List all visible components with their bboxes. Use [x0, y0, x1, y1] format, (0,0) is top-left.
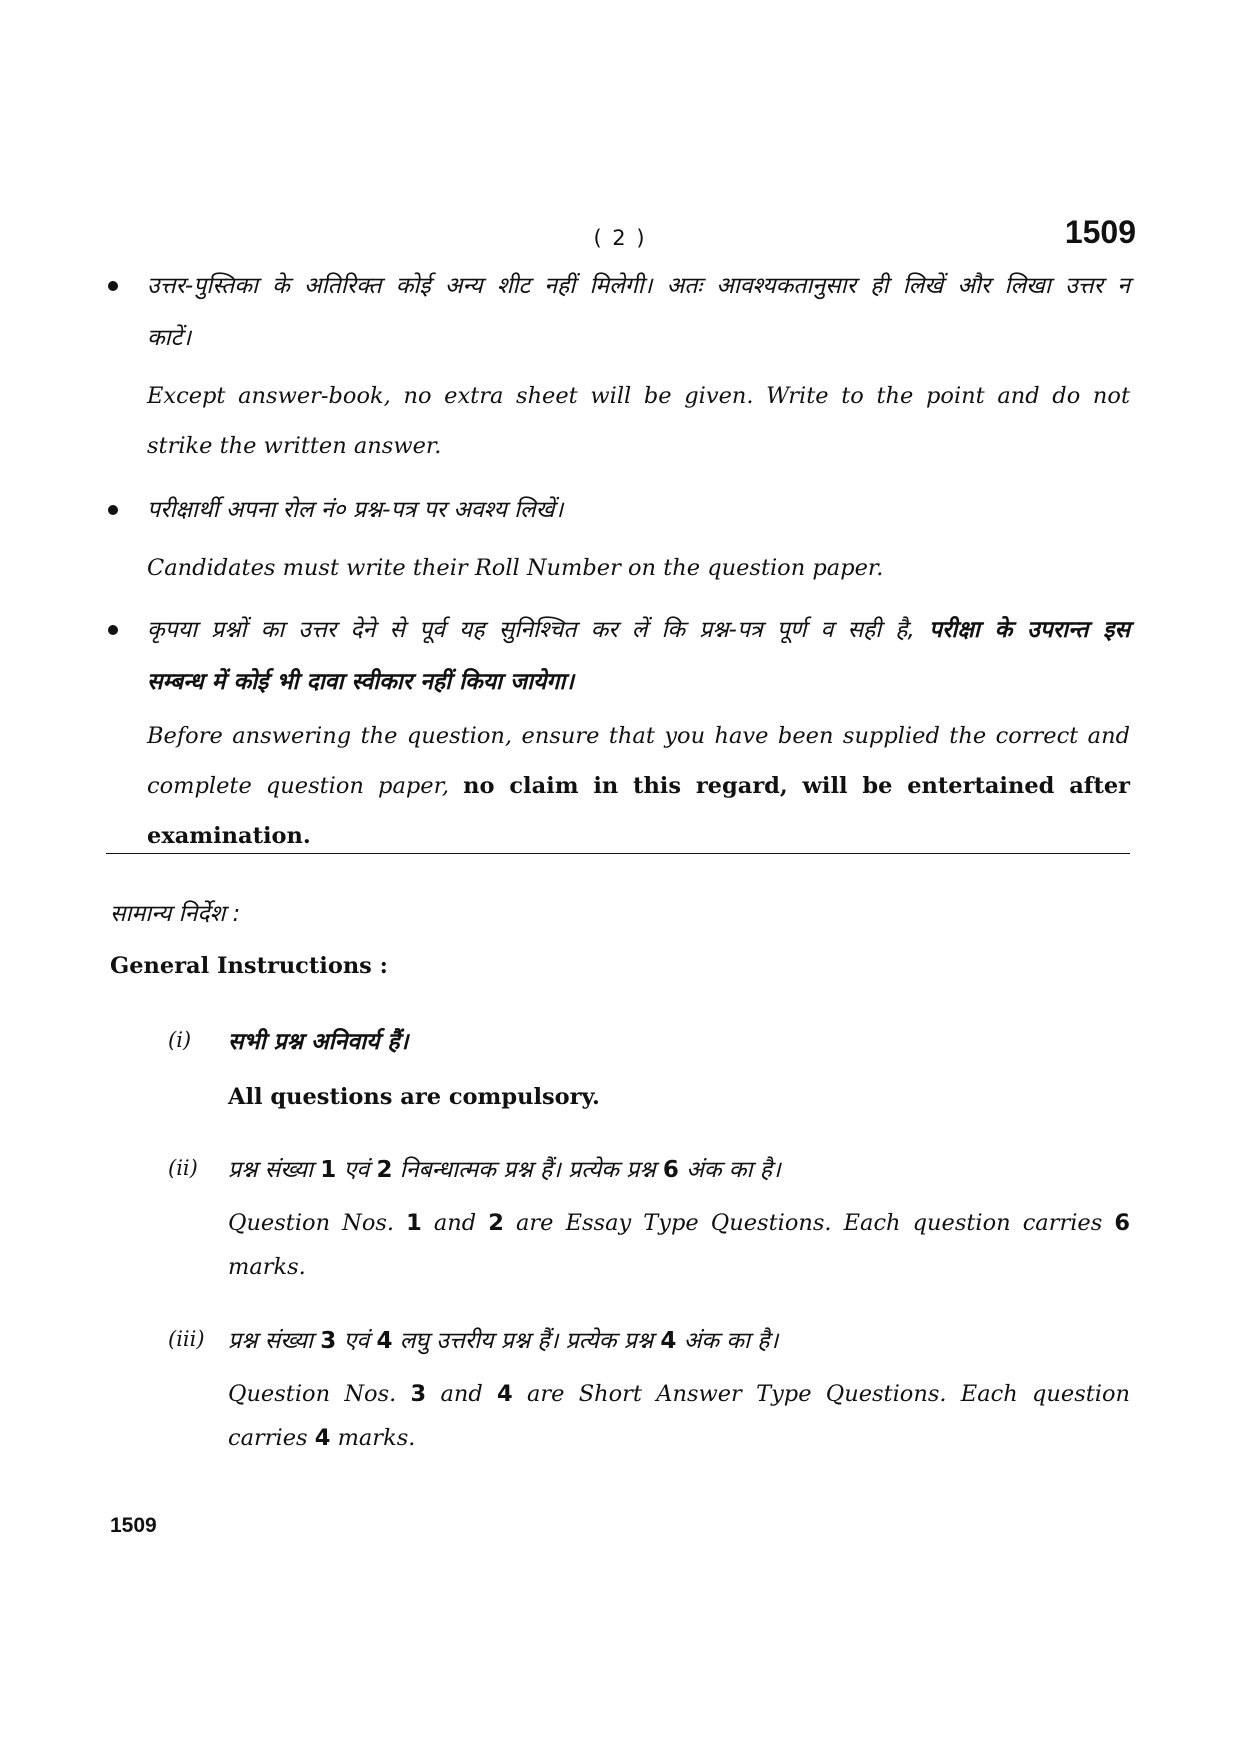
item-english [228, 1425, 415, 1451]
item-hindi: सभी प्रश्न अनिवार्य हैं। [228, 1029, 409, 1055]
item-number: (i) [168, 1028, 192, 1052]
text: अंक का है। [683, 1328, 779, 1354]
note-hindi-bold-text: परीक्षा के उपरान्त इस [928, 617, 1130, 643]
number: 1 [406, 1210, 422, 1236]
text: एवं [343, 1328, 370, 1354]
item-hindi [228, 1323, 778, 1355]
item-hindi [228, 1152, 781, 1184]
paper-code-footer: 1509 [110, 1514, 157, 1537]
text: एवं [343, 1157, 370, 1183]
note-hindi-line: परीक्षार्थी अपना रोल नं० प्रश्न-पत्र पर अवश्य लिखें। [147, 497, 564, 523]
note-hindi-line: काटें। [147, 325, 191, 351]
number: 4 [660, 1328, 677, 1354]
text: are Short Answer Type Questions. Each question [526, 1381, 1131, 1407]
general-instructions-heading: General Instructions : [110, 953, 388, 979]
number: 3 [410, 1381, 427, 1407]
item-english: marks. [228, 1254, 306, 1280]
number: 2 [488, 1210, 504, 1236]
paper-code-header: 1509 [1064, 214, 1136, 250]
text: and [433, 1210, 477, 1236]
note-hindi-line [147, 612, 1130, 644]
number: 6 [662, 1157, 679, 1183]
number: 1 [320, 1157, 337, 1183]
item-english [228, 1381, 1130, 1407]
text: marks. [337, 1425, 416, 1451]
text: लघु उत्तरीय प्रश्न हैं। प्रत्येक प्रश्न [399, 1328, 654, 1354]
note-english-line: Candidates must write their Roll Number on the question paper. [147, 555, 884, 581]
number: 4 [376, 1328, 393, 1354]
page-number: ( 2 ) [593, 226, 647, 250]
note-english-line: Before answering the question, ensure that you have been supplied the correct and [147, 723, 1130, 749]
number: 4 [497, 1381, 513, 1407]
section-divider [106, 853, 1130, 854]
text: अंक का है। [686, 1157, 781, 1183]
note-hindi-text: कृपया प्रश्नों का उत्तर देने से पूर्व यह सुनिश्चित कर लें कि प्रश्न-पत्र पूर्ण व सही है, [147, 617, 915, 643]
number: 2 [376, 1157, 393, 1183]
note-english-text: complete question paper, [147, 773, 450, 799]
text: and [440, 1381, 483, 1407]
text: carries [228, 1425, 308, 1451]
note-hindi-line: उत्तर-पुस्तिका के अतिरिक्त कोई अन्य शीट नहीं मिलेगी। अतः आवश्यकतानुसार ही लिखें और लिखा उत्तर न [147, 273, 1130, 299]
item-number: (iii) [168, 1327, 205, 1351]
number: 4 [314, 1425, 331, 1451]
hindi-heading: सामान्य निर्देश : [110, 901, 241, 927]
text: निबन्धात्मक प्रश्न हैं। प्रत्येक प्रश्न [399, 1157, 656, 1183]
text: Question Nos. [228, 1381, 397, 1407]
note-english-line [147, 773, 1130, 799]
note-english-line: Except answer-book, no extra sheet will be given. Write to the point and do not [147, 383, 1130, 409]
item-number: (ii) [168, 1156, 198, 1180]
bullet-icon [108, 281, 118, 291]
text: प्रश्न संख्या [228, 1328, 313, 1354]
number: 3 [320, 1328, 337, 1354]
note-english-bold-text: no claim in this regard, will be entertained after [463, 773, 1131, 799]
item-english [228, 1210, 1130, 1236]
note-english-line: strike the written answer. [147, 433, 442, 459]
text: Question Nos. [228, 1210, 395, 1236]
item-english: All questions are compulsory. [228, 1084, 600, 1110]
number: 6 [1114, 1210, 1131, 1236]
note-hindi-bold-line: सम्बन्ध में कोई भी दावा स्वीकार नहीं किया जायेगा। [147, 669, 574, 695]
text: प्रश्न संख्या [228, 1157, 313, 1183]
note-english-bold-line: examination. [147, 823, 311, 849]
text: are Essay Type Questions. Each question carries [516, 1210, 1103, 1236]
bullet-icon [108, 505, 118, 515]
bullet-icon [108, 625, 118, 635]
